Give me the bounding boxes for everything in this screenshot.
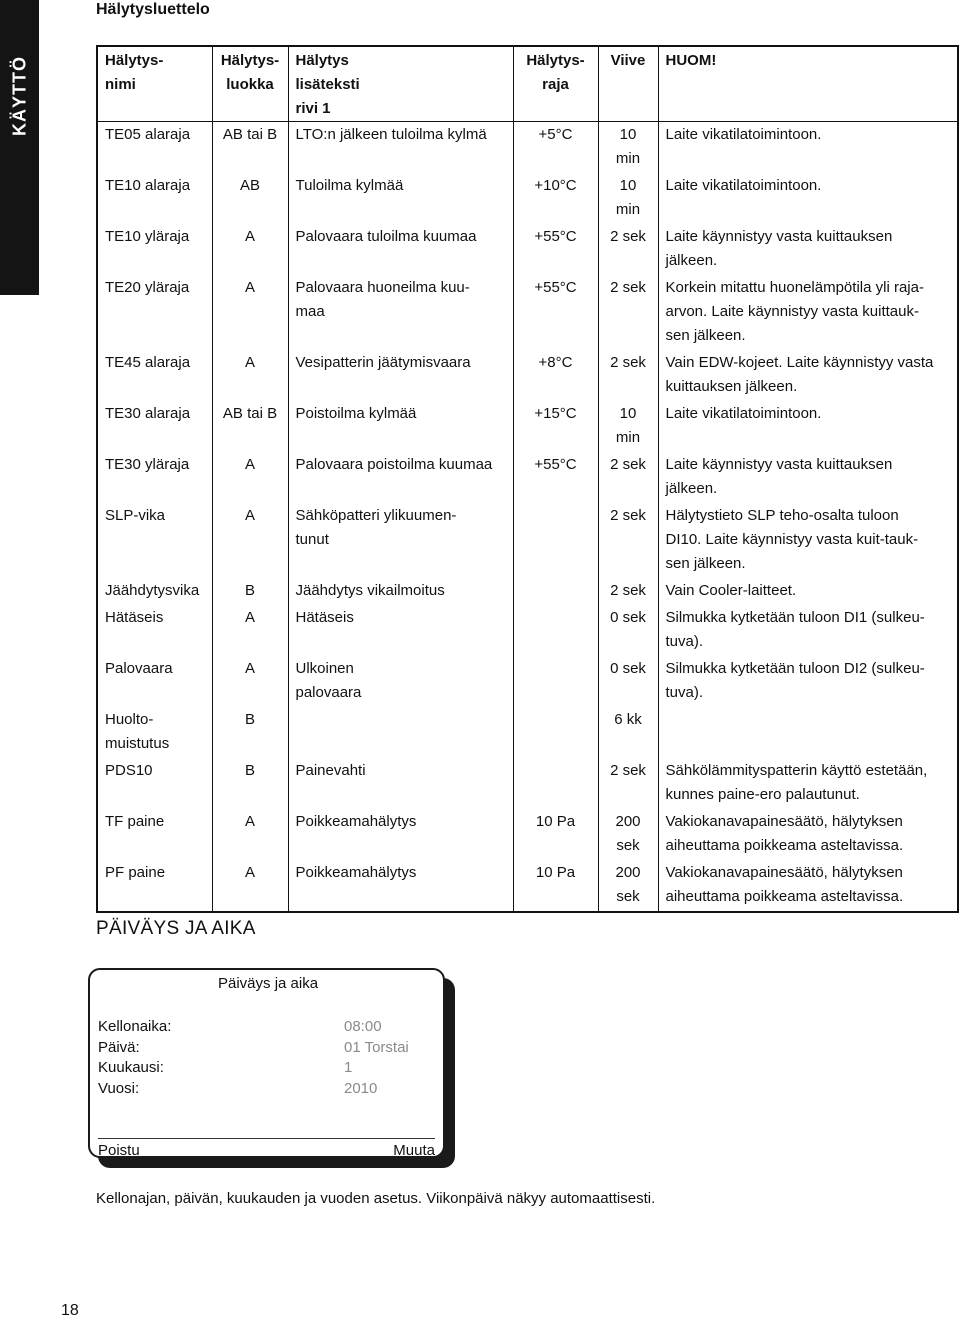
cell-delay-line: 200 [615,864,641,881]
cell-delay [598,173,658,224]
cell-note-line: Laite käynnistyy vasta kuittauksen [665,228,893,245]
cell-delay-line: 2 sek [610,507,646,524]
cell-delay [598,224,658,275]
cell-alarm-name [97,503,212,578]
table-row [97,809,958,860]
cell-alarm-class: A [212,224,288,275]
cell-delay-line: 2 sek [610,456,646,473]
cell-note [658,758,958,809]
cell-delay-line: 10 min [615,126,641,167]
header-alarm-text: Hälytys lisäteksti rivi 1 [288,46,513,122]
cell-alarm-name [97,758,212,809]
cell-alarm-text [288,503,513,578]
cell-alarm-text [288,809,513,860]
alarm-table [96,45,959,913]
cell-alarm-text-line: tunut [295,531,329,548]
table-row [97,452,958,503]
cell-alarm-name [97,809,212,860]
field-day-label: Päivä: [98,1039,140,1056]
cell-alarm-name-line: PDS10 [105,762,153,779]
header-note: HUOM! [658,46,958,122]
cell-note-line: tuva). [665,684,704,701]
alarm-table-header-row [97,46,958,122]
field-year-value[interactable]: 2010 [344,1080,378,1097]
cell-alarm-name [97,122,212,174]
cell-note [658,809,958,860]
cell-alarm-name-line: muistutus [105,735,170,752]
cell-note-line: DI10. Laite käynnistyy vasta kuit-tauk- [665,531,919,548]
cell-alarm-name [97,707,212,758]
cell-alarm-name [97,401,212,452]
cell-delay [598,503,658,578]
cell-alarm-text-line: palovaara [295,684,362,701]
date-time-display [88,968,445,1158]
cell-alarm-text [288,578,513,605]
cell-alarm-text-line: Sähköpatteri ylikuumen- [295,507,457,524]
display-title: Päiväys ja aika [218,975,319,992]
cell-alarm-limit [513,503,598,578]
exit-button[interactable]: Poistu [98,1142,140,1159]
cell-delay-line: 2 sek [610,582,646,599]
field-day-value[interactable]: 01 Torstai [344,1039,409,1056]
cell-alarm-limit: 10 Pa [513,809,598,860]
cell-note-line: Silmukka kytketään tuloon DI1 (sulkeu- [665,609,925,626]
cell-note-line: aiheuttama poikkeama asteltavissa. [665,837,904,854]
cell-alarm-class: AB [212,173,288,224]
cell-alarm-name [97,350,212,401]
cell-alarm-text-line: LTO:n jälkeen tuloilma kylmä [295,126,487,143]
cell-alarm-text-line: Jäähdytys vikailmoitus [295,582,445,599]
cell-alarm-name-line: TE30 alaraja [105,405,191,422]
cell-note [658,173,958,224]
caption: Kellonajan, päivän, kuukauden ja vuoden asetus. Viikonpäivä näkyy automaattisesti. [96,1190,656,1207]
cell-delay [598,860,658,912]
header-delay: Viive [598,46,658,122]
cell-alarm-class: A [212,860,288,912]
cell-alarm-text [288,173,513,224]
cell-note-line: Sähkölämmityspatterin käyttö estetään, [665,762,928,779]
cell-alarm-class: B [212,578,288,605]
cell-alarm-name-line: TE30 yläraja [105,456,190,473]
cell-alarm-name-line: TF paine [105,813,165,830]
table-row [97,401,958,452]
cell-alarm-name-line: TE45 alaraja [105,354,191,371]
page-title: Hälytysluettelo [96,1,210,18]
cell-note [658,656,958,707]
cell-alarm-name [97,275,212,350]
cell-alarm-name-line: TE05 alaraja [105,126,191,143]
cell-note [658,224,958,275]
cell-delay-line: sek [616,837,640,854]
field-year-label: Vuosi: [98,1080,140,1097]
cell-alarm-text [288,860,513,912]
cell-delay [598,401,658,452]
cell-delay-line: 0 sek [610,609,646,626]
cell-alarm-name [97,605,212,656]
cell-alarm-name-line: TE10 yläraja [105,228,190,245]
field-month-label: Kuukausi: [98,1059,164,1076]
field-day[interactable] [98,1039,409,1056]
field-year[interactable] [98,1080,377,1097]
cell-delay [598,656,658,707]
cell-alarm-name-line: PF paine [105,864,166,881]
cell-alarm-name-line: TE10 alaraja [105,177,191,194]
cell-alarm-limit [513,758,598,809]
cell-note-line: aiheuttama poikkeama asteltavissa. [665,888,904,905]
cell-alarm-text-line: Poistoilma kylmää [295,405,417,422]
cell-delay-line: 200 [615,813,641,830]
table-row [97,578,958,605]
cell-alarm-name [97,656,212,707]
cell-note [658,578,958,605]
cell-alarm-text-line: Tuloilma kylmää [295,177,404,194]
cell-alarm-limit: +10°C [513,173,598,224]
cell-alarm-text-line: Poikkeamahälytys [295,864,417,881]
cell-alarm-text-line: maa [295,303,325,320]
cell-alarm-text [288,758,513,809]
cell-alarm-class: AB tai B [212,401,288,452]
cell-delay-line: 2 sek [610,354,646,371]
cell-alarm-class: A [212,809,288,860]
cell-alarm-name-line: SLP-vika [105,507,166,524]
header-alarm-class: Hälytys- luokka [212,46,288,122]
cell-note-line: sen jälkeen. [665,555,746,572]
cell-delay [598,578,658,605]
cell-alarm-limit [513,707,598,758]
field-time-label: Kellonaika: [98,1018,172,1035]
table-row [97,605,958,656]
cell-alarm-text-line: Poikkeamahälytys [295,813,417,830]
table-row [97,860,958,912]
cell-note-line: Laite vikatilatoimintoon. [665,405,822,422]
cell-alarm-limit: +55°C [513,275,598,350]
cell-alarm-text-line: Palovaara poistoilma kuumaa [295,456,493,473]
cell-note [658,275,958,350]
cell-note-line: Vakiokanavapainesäätö, hälytyksen [665,813,903,830]
cell-alarm-text [288,605,513,656]
table-row [97,224,958,275]
cell-alarm-limit: +8°C [513,350,598,401]
header-alarm-limit: Hälytys- raja [513,46,598,122]
cell-note-line: kunnes paine-ero palautunut. [665,786,860,803]
cell-delay-line: 2 sek [610,279,646,296]
cell-alarm-name-line: TE20 yläraja [105,279,190,296]
cell-alarm-text [288,707,513,758]
cell-alarm-text-line: Palovaara tuloilma kuumaa [295,228,477,245]
table-row [97,758,958,809]
cell-note-line: Laite käynnistyy vasta kuittauksen [665,456,893,473]
section-heading-date-time: PÄIVÄYS JA AIKA [96,918,256,939]
cell-alarm-limit: +5°C [513,122,598,174]
cell-note-line: jälkeen. [665,480,718,497]
header-alarm-name: Hälytys- nimi [97,46,212,122]
cell-alarm-text [288,401,513,452]
section-side-tab [0,0,39,295]
cell-delay-line: sek [616,888,640,905]
cell-note [658,605,958,656]
cell-alarm-name-line: Palovaara [105,660,173,677]
cell-note-line: Laite vikatilatoimintoon. [665,177,822,194]
cell-alarm-text-line: Hätäseis [295,609,354,626]
cell-delay-line: 2 sek [610,762,646,779]
section-side-tab-label: KÄYTTÖ [9,56,29,136]
cell-alarm-limit [513,605,598,656]
cell-alarm-text [288,122,513,174]
cell-alarm-name [97,452,212,503]
cell-note-line: Vain EDW-kojeet. Laite käynnistyy vasta [665,354,934,371]
cell-alarm-class: A [212,275,288,350]
cell-alarm-name-line: Hätäseis [105,609,164,626]
cell-note-line: Vain Cooler-laitteet. [665,582,797,599]
cell-note-line: sen jälkeen. [665,327,746,344]
cell-alarm-name-line: Huolto- [105,711,154,728]
cell-alarm-text [288,452,513,503]
cell-alarm-class: A [212,350,288,401]
cell-delay [598,122,658,174]
cell-delay-line: 2 sek [610,228,646,245]
cell-delay [598,809,658,860]
cell-note [658,122,958,174]
cell-alarm-text [288,656,513,707]
cell-note [658,452,958,503]
cell-alarm-name [97,173,212,224]
cell-alarm-name [97,578,212,605]
page-number: 18 [61,1302,79,1319]
cell-delay [598,275,658,350]
cell-note [658,860,958,912]
cell-delay [598,452,658,503]
cell-delay [598,350,658,401]
cell-alarm-name [97,224,212,275]
cell-note-line: arvon. Laite käynnistyy vasta kuittauk- [665,303,919,320]
cell-alarm-name-line: Jäähdytysvika [105,582,200,599]
cell-alarm-text [288,350,513,401]
cell-alarm-text-line: Ulkoinen [295,660,354,677]
cell-note-line: tuva). [665,633,704,650]
cell-note-line: jälkeen. [665,252,718,269]
cell-alarm-text-line: Palovaara huoneilma kuu- [295,279,470,296]
field-time-value[interactable]: 08:00 [344,1018,382,1035]
cell-note-line: Laite vikatilatoimintoon. [665,126,822,143]
cell-alarm-limit: +55°C [513,452,598,503]
table-row [97,122,958,174]
cell-delay-line: 10 min [615,177,641,218]
field-time[interactable] [98,1018,382,1035]
table-row [97,350,958,401]
table-row [97,707,958,758]
cell-note [658,350,958,401]
cell-note-line: Vakiokanavapainesäätö, hälytyksen [665,864,903,881]
edit-button[interactable]: Muuta [393,1142,435,1159]
cell-delay-line: 0 sek [610,660,646,677]
cell-alarm-class: B [212,707,288,758]
cell-note-line: Korkein mitattu huonelämpötila yli raja- [665,279,924,296]
cell-alarm-class: A [212,503,288,578]
table-row [97,173,958,224]
table-row [97,503,958,578]
table-row [97,275,958,350]
field-month-value[interactable]: 1 [344,1059,353,1076]
cell-delay-line: 6 kk [614,711,642,728]
cell-delay [598,707,658,758]
cell-alarm-limit: 10 Pa [513,860,598,912]
cell-alarm-limit: +15°C [513,401,598,452]
cell-alarm-text [288,275,513,350]
cell-note-line: Hälytystieto SLP teho-osalta tuloon [665,507,899,524]
table-row [97,656,958,707]
cell-alarm-limit [513,578,598,605]
cell-alarm-class: A [212,656,288,707]
cell-note [658,401,958,452]
cell-alarm-limit: +55°C [513,224,598,275]
field-month[interactable] [98,1059,352,1076]
cell-alarm-class: A [212,452,288,503]
display-divider [98,1138,435,1139]
cell-alarm-class: AB tai B [212,122,288,174]
cell-note-line: kuittauksen jälkeen. [665,378,798,395]
cell-delay [598,758,658,809]
cell-note [658,503,958,578]
cell-alarm-text-line: Vesipatterin jäätymisvaara [295,354,471,371]
cell-alarm-class: B [212,758,288,809]
cell-note [658,707,958,758]
cell-delay-line: 10 min [615,405,641,446]
cell-alarm-limit [513,656,598,707]
cell-alarm-class: A [212,605,288,656]
cell-delay [598,605,658,656]
cell-note-line: Silmukka kytketään tuloon DI2 (sulkeu- [665,660,925,677]
cell-alarm-text [288,224,513,275]
cell-alarm-name [97,860,212,912]
cell-alarm-text-line: Painevahti [295,762,366,779]
